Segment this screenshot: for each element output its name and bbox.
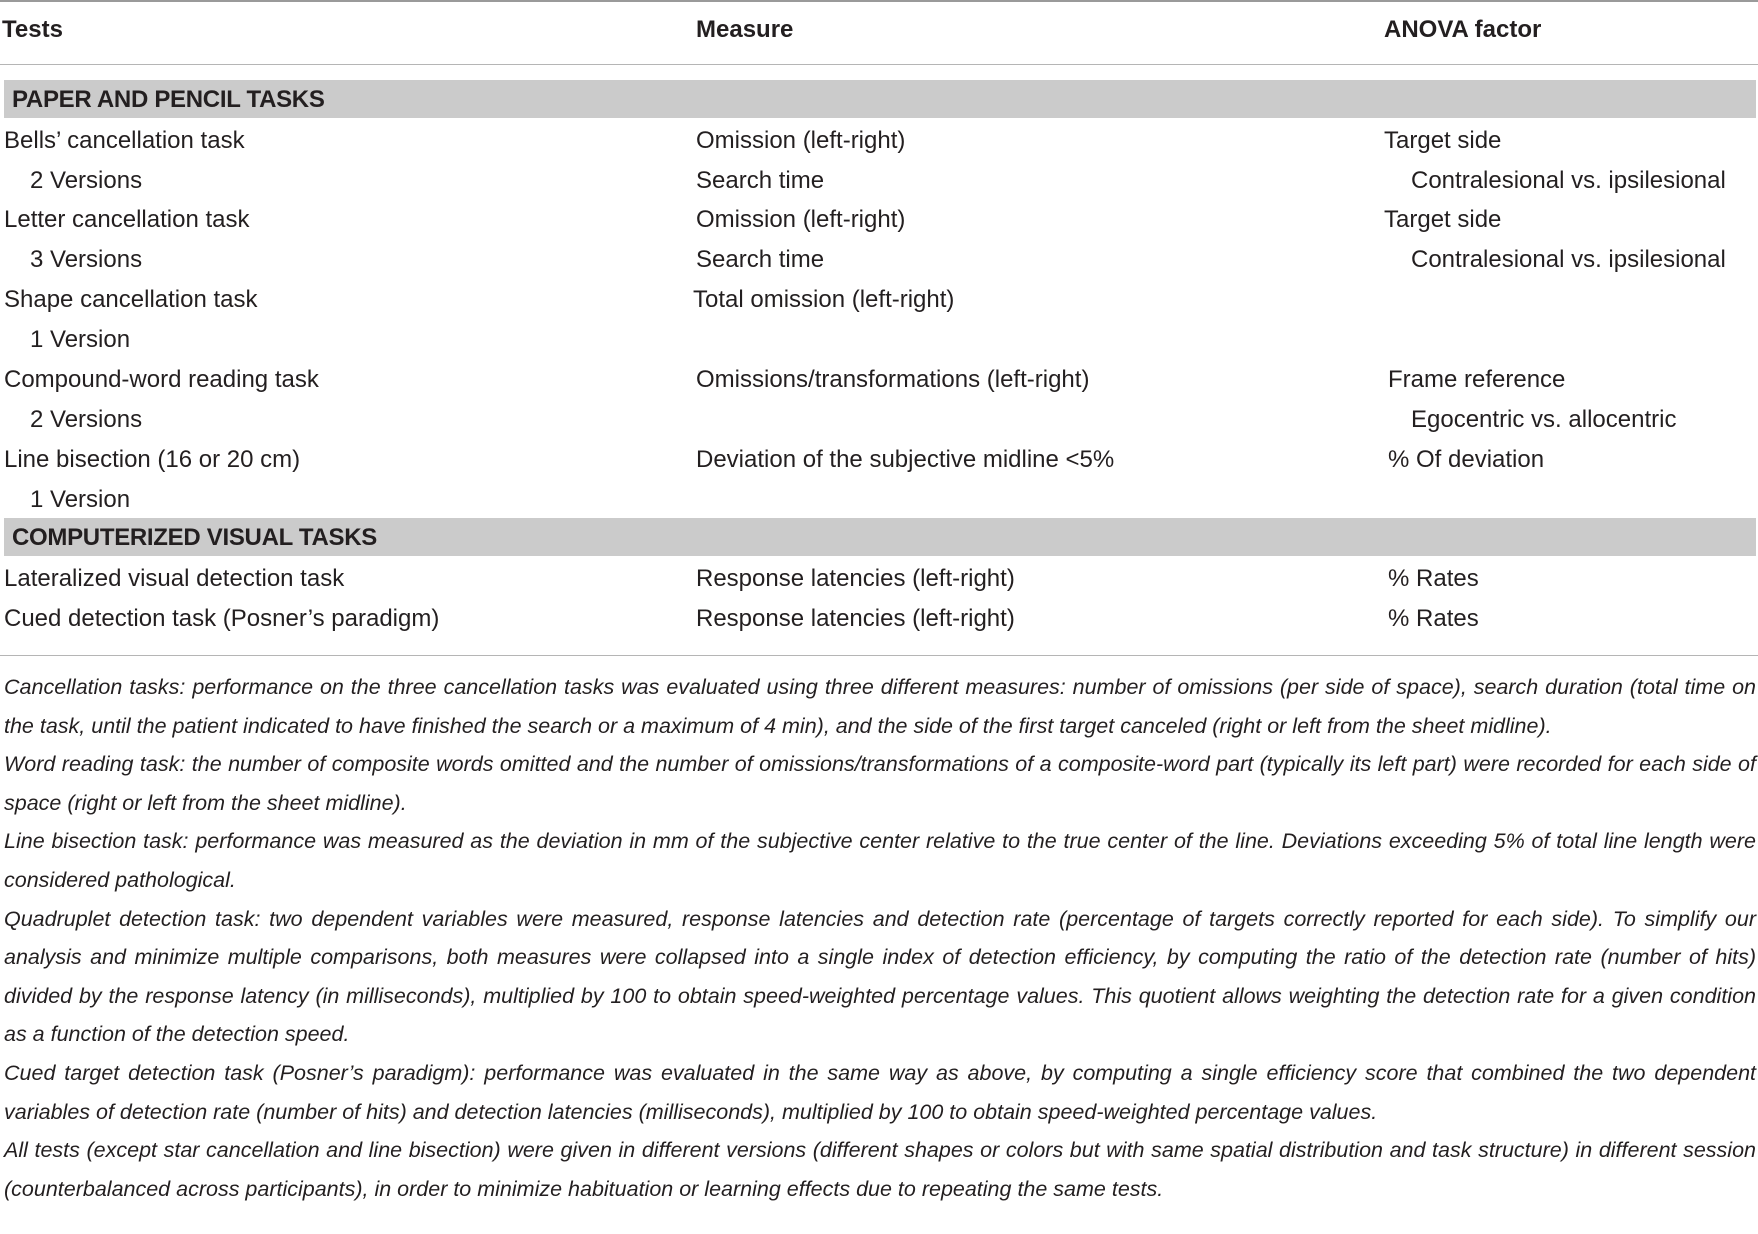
test-name: Lateralized visual detection task [4, 565, 345, 592]
table-row [0, 120, 1758, 160]
test-versions: 1 Version [30, 486, 131, 513]
table-row [0, 479, 1758, 519]
table-row [0, 558, 1758, 598]
test-name: Line bisection (16 or 20 cm) [4, 446, 301, 473]
header-anova-factor: ANOVA factor [1384, 16, 1542, 43]
table-row [0, 439, 1758, 479]
anova-factor-detail: Contralesional vs. ipsilesional [1411, 167, 1726, 194]
table-row [0, 359, 1758, 399]
measure-value: Omission (left-right) [696, 127, 906, 154]
anova-factor: % Of deviation [1388, 446, 1545, 473]
footnote-line-bisection: Line bisection task: performance was measured as the deviation in mm of the subjective center relative to the true center of the line. Deviations exceeding 5% of total line length were considered pathological. [4, 829, 1756, 892]
anova-factor: % Rates [1388, 605, 1479, 632]
footnote-cancellation: Cancellation tasks: performance on the three cancellation tasks was evaluated using three different measures: number of omissions (per side of space), search duration (total time on the task, until the patient indicated to have finished the search or a maximum of 4 min), and the side of the first target canceled (right or left from the sheet midline). [4, 675, 1756, 738]
test-name: Bells’ cancellation task [4, 127, 245, 154]
header-rule [0, 64, 1758, 65]
test-name: Letter cancellation task [4, 206, 250, 233]
measure-value: Search time [696, 167, 825, 194]
section-header-computerized [4, 518, 1756, 556]
measure-value: Response latencies (left-right) [696, 565, 1015, 592]
anova-factor-detail: Egocentric vs. allocentric [1411, 406, 1677, 433]
table-bottom-rule [0, 655, 1758, 656]
footnote-quadruplet-detection: Quadruplet detection task: two dependent variables were measured, response latencies and detection rate (percentage of targets correctly reported for each side). To simplify our analysis and minimize multiple comparisons, both measures were collapsed into a single index of detection efficiency, by computing the ratio of the detection rate (number of hits) divided by the response latency (in milliseconds), multiplied by 100 to obtain speed-weighted percentage values. This quotient allows weighting the detection rate for a given condition as a function of the detection speed. [4, 906, 1756, 1047]
table-row [0, 160, 1758, 200]
table-row [0, 239, 1758, 279]
top-rule [0, 0, 1758, 2]
test-versions: 3 Versions [30, 246, 143, 273]
table-row [0, 319, 1758, 359]
table-row [0, 199, 1758, 239]
measure-value: Omission (left-right) [696, 206, 906, 233]
table-footnotes [4, 668, 1756, 1208]
measure-value: Search time [696, 246, 825, 273]
section-title: PAPER AND PENCIL TASKS [12, 86, 325, 113]
table-row [0, 399, 1758, 439]
anova-factor: % Rates [1388, 565, 1479, 592]
header-tests: Tests [2, 16, 63, 43]
test-versions: 2 Versions [30, 406, 143, 433]
measure-value: Response latencies (left-right) [696, 605, 1015, 632]
section-header-paper-pencil [4, 80, 1756, 118]
test-name: Compound-word reading task [4, 366, 319, 393]
footnote-cued-detection: Cued target detection task (Posner’s paradigm): performance was evaluated in the same way as above, by computing a single efficiency score that combined the two dependent variables of detection rate (number of hits) and detection latencies (milliseconds), multiplied by 100 to obtain speed-weighted percentage values. [4, 1060, 1756, 1124]
anova-factor: Frame reference [1388, 366, 1566, 393]
footnote-versions: All tests (except star cancellation and line bisection) were given in different versions (different shapes or colors but with same spatial distribution and task structure) in different session (counterbalanced across participants), in order to minimize habituation or learning effects due to repeating the same tests. [4, 1138, 1756, 1201]
measure-value: Deviation of the subjective midline <5% [696, 446, 1115, 473]
table-row [0, 279, 1758, 319]
section-title: COMPUTERIZED VISUAL TASKS [12, 524, 377, 551]
test-versions: 2 Versions [30, 167, 143, 194]
test-name: Cued detection task (Posner’s paradigm) [4, 605, 440, 632]
anova-factor-detail: Contralesional vs. ipsilesional [1411, 246, 1726, 273]
measure-value: Omissions/transformations (left-right) [696, 366, 1090, 393]
measure-value: Total omission (left-right) [693, 286, 955, 313]
header-measure: Measure [696, 16, 794, 43]
anova-factor: Target side [1384, 127, 1502, 154]
test-versions: 1 Version [30, 326, 131, 353]
test-name: Shape cancellation task [4, 286, 258, 313]
footnote-word-reading: Word reading task: the number of composite words omitted and the number of omissions/transformations of a composite-word part (typically its left part) were recorded for each side of space (right or left from the sheet midline). [4, 752, 1756, 815]
anova-factor: Target side [1384, 206, 1502, 233]
table-row [0, 598, 1758, 638]
